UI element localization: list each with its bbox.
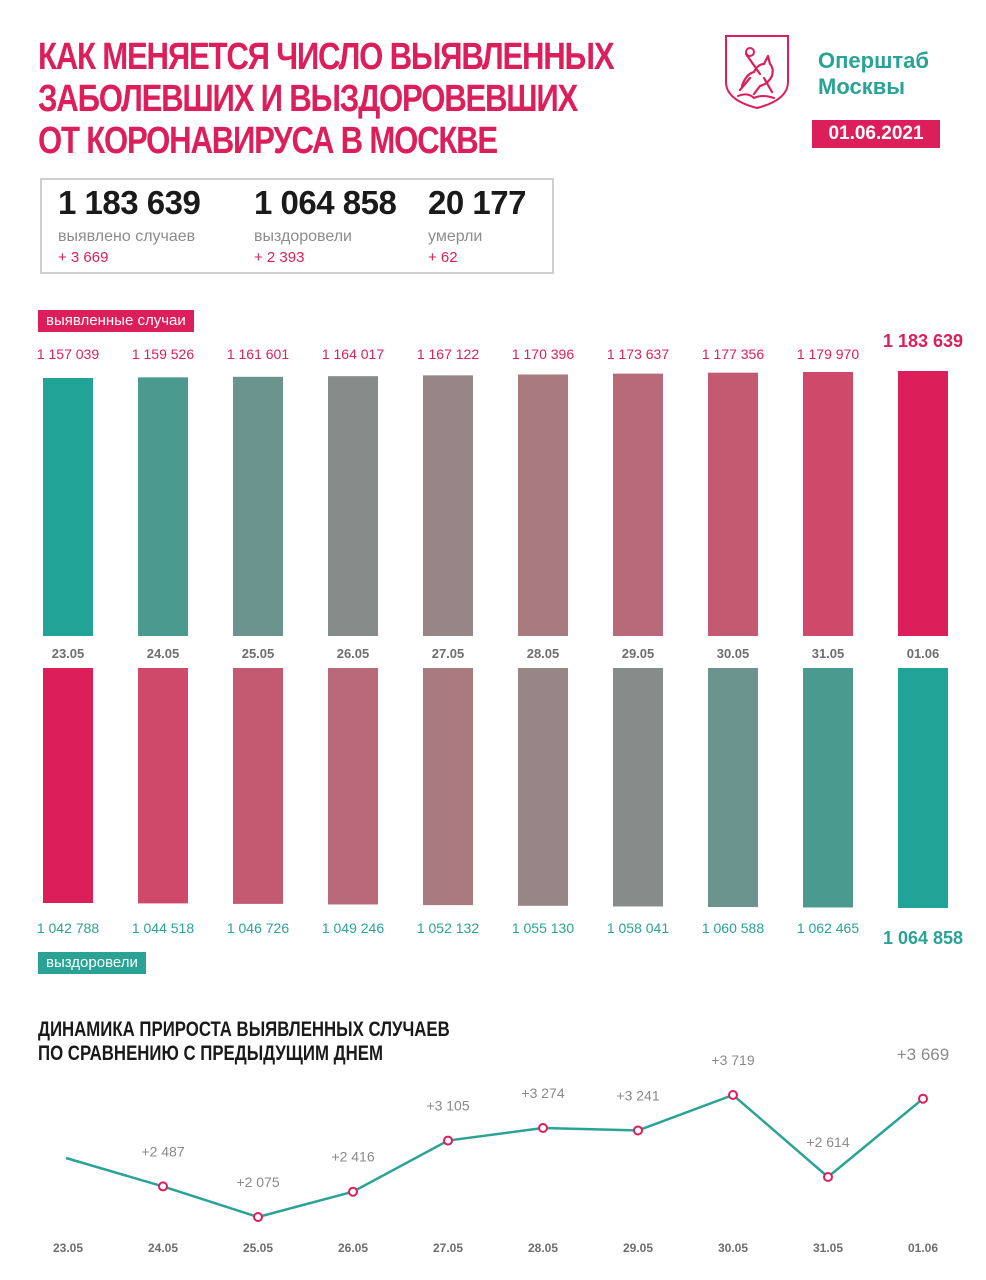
growth-date-tick: 23.05 <box>52 1241 84 1255</box>
growth-point <box>539 1124 547 1132</box>
recovered-bar <box>233 668 283 904</box>
total-label: выздоровели <box>254 228 352 245</box>
total-value: 20 177 <box>428 184 526 221</box>
title-line: ОТ КОРОНАВИРУСА В МОСКВЕ <box>38 120 497 162</box>
date-tick-label: 27.05 <box>431 646 465 661</box>
date-tick-label: 26.05 <box>336 646 370 661</box>
total-delta: + 62 <box>428 249 458 266</box>
case-value-label: 1 157 039 <box>36 346 100 362</box>
case-value-label: 1 167 122 <box>416 346 480 362</box>
growth-value-label: +2 075 <box>236 1174 280 1190</box>
growth-value-label: +3 241 <box>616 1087 660 1104</box>
case-value-label: 1 159 526 <box>131 346 195 362</box>
recovered-bar <box>803 668 853 907</box>
total-label: умерли <box>428 228 483 245</box>
recovered-bar <box>518 668 568 906</box>
recovered-value-label: 1 060 588 <box>701 920 765 936</box>
total-label: выявлено случаев <box>58 228 196 245</box>
growth-date-tick: 27.05 <box>432 1241 464 1255</box>
recovered-bar <box>613 668 663 906</box>
recovered-bar <box>423 668 473 905</box>
growth-date-tick: 30.05 <box>717 1241 749 1255</box>
title-line: ЗАБОЛЕВШИХ И ВЫЗДОРОВЕВШИХ <box>38 78 578 120</box>
growth-value-label: +3 719 <box>711 1052 755 1068</box>
recovered-bar <box>43 668 93 903</box>
cases-legend-badge: выявленные случаи <box>38 310 194 332</box>
recovered-bar <box>138 668 188 903</box>
case-bar <box>518 374 568 636</box>
date-tick-label: 30.05 <box>716 646 750 661</box>
recovered-value-label: 1 062 465 <box>796 920 860 936</box>
case-bar <box>423 375 473 636</box>
recovered-value-label: 1 046 726 <box>226 920 290 936</box>
growth-title-line: ДИНАМИКА ПРИРОСТА ВЫЯВЛЕННЫХ СЛУЧАЕВ <box>38 1018 450 1041</box>
case-value-label: 1 173 637 <box>606 346 670 362</box>
date-tick-label: 29.05 <box>621 646 655 661</box>
case-value-label: 1 161 601 <box>226 346 290 362</box>
growth-date-tick: 01.06 <box>907 1241 939 1255</box>
total-delta: + 2 393 <box>254 249 305 266</box>
date-tick-label: 24.05 <box>146 646 180 661</box>
total-value: 1 064 858 <box>254 184 397 221</box>
growth-value-label: +2 416 <box>331 1148 375 1165</box>
growth-date-tick: 25.05 <box>242 1241 274 1255</box>
date-tick-label: 01.06 <box>906 646 940 661</box>
growth-point <box>254 1213 262 1221</box>
growth-date-tick: 24.05 <box>147 1241 179 1255</box>
recovered-bar <box>898 668 948 908</box>
growth-value-label: +3 274 <box>521 1085 565 1102</box>
growth-value-label: +2 614 <box>806 1134 850 1151</box>
date-badge: 01.06.2021 <box>812 120 940 148</box>
growth-point <box>729 1091 737 1099</box>
growth-value-label: +3 105 <box>426 1097 470 1114</box>
recovered-bar <box>708 668 758 907</box>
recovered-value-label: 1 064 858 <box>882 928 964 948</box>
org-line: Оперштаб <box>818 48 930 73</box>
total-delta: + 3 669 <box>58 249 109 266</box>
growth-point <box>824 1173 832 1181</box>
recovered-value-label: 1 049 246 <box>321 920 385 936</box>
growth-point <box>634 1126 642 1134</box>
recovered-bar <box>328 668 378 904</box>
recovered-value-label: 1 044 518 <box>131 920 195 936</box>
growth-date-tick: 28.05 <box>527 1241 559 1255</box>
case-bar <box>613 374 663 636</box>
growth-point <box>349 1188 357 1196</box>
total-value: 1 183 639 <box>58 184 201 221</box>
case-value-label: 1 170 396 <box>511 346 575 362</box>
growth-series-line <box>66 1095 923 1217</box>
org-line: Москвы <box>818 74 906 99</box>
recovered-value-label: 1 055 130 <box>511 920 575 936</box>
case-value-label: 1 177 356 <box>701 346 765 362</box>
growth-point <box>444 1137 452 1145</box>
growth-point <box>919 1095 927 1103</box>
date-tick-label: 28.05 <box>526 646 560 661</box>
growth-date-tick: 26.05 <box>337 1241 369 1255</box>
case-value-label: 1 183 639 <box>882 331 964 351</box>
recovered-value-label: 1 052 132 <box>416 920 480 936</box>
growth-title-line: ПО СРАВНЕНИЮ С ПРЕДЫДУЩИМ ДНЕМ <box>38 1042 383 1065</box>
case-bar <box>138 377 188 636</box>
growth-date-tick: 31.05 <box>812 1241 844 1255</box>
case-value-label: 1 164 017 <box>321 346 385 362</box>
growth-point <box>159 1182 167 1190</box>
date-tick-label: 23.05 <box>51 646 85 661</box>
date-tick-label: 25.05 <box>241 646 275 661</box>
recovered-legend-badge: выздоровели <box>38 952 146 974</box>
case-bar <box>233 377 283 636</box>
case-bar <box>43 378 93 636</box>
case-bar <box>803 372 853 636</box>
growth-value-label: +3 669 <box>896 1045 950 1064</box>
date-tick-label: 31.05 <box>811 646 845 661</box>
recovered-value-label: 1 042 788 <box>36 920 100 936</box>
case-bar <box>898 371 948 636</box>
title-line: КАК МЕНЯЕТСЯ ЧИСЛО ВЫЯВЛЕННЫХ <box>38 36 614 78</box>
growth-value-label: +2 487 <box>141 1143 185 1160</box>
case-bar <box>708 373 758 636</box>
case-value-label: 1 179 970 <box>796 346 860 362</box>
recovered-value-label: 1 058 041 <box>606 920 670 936</box>
growth-date-tick: 29.05 <box>622 1241 654 1255</box>
case-bar <box>328 376 378 636</box>
